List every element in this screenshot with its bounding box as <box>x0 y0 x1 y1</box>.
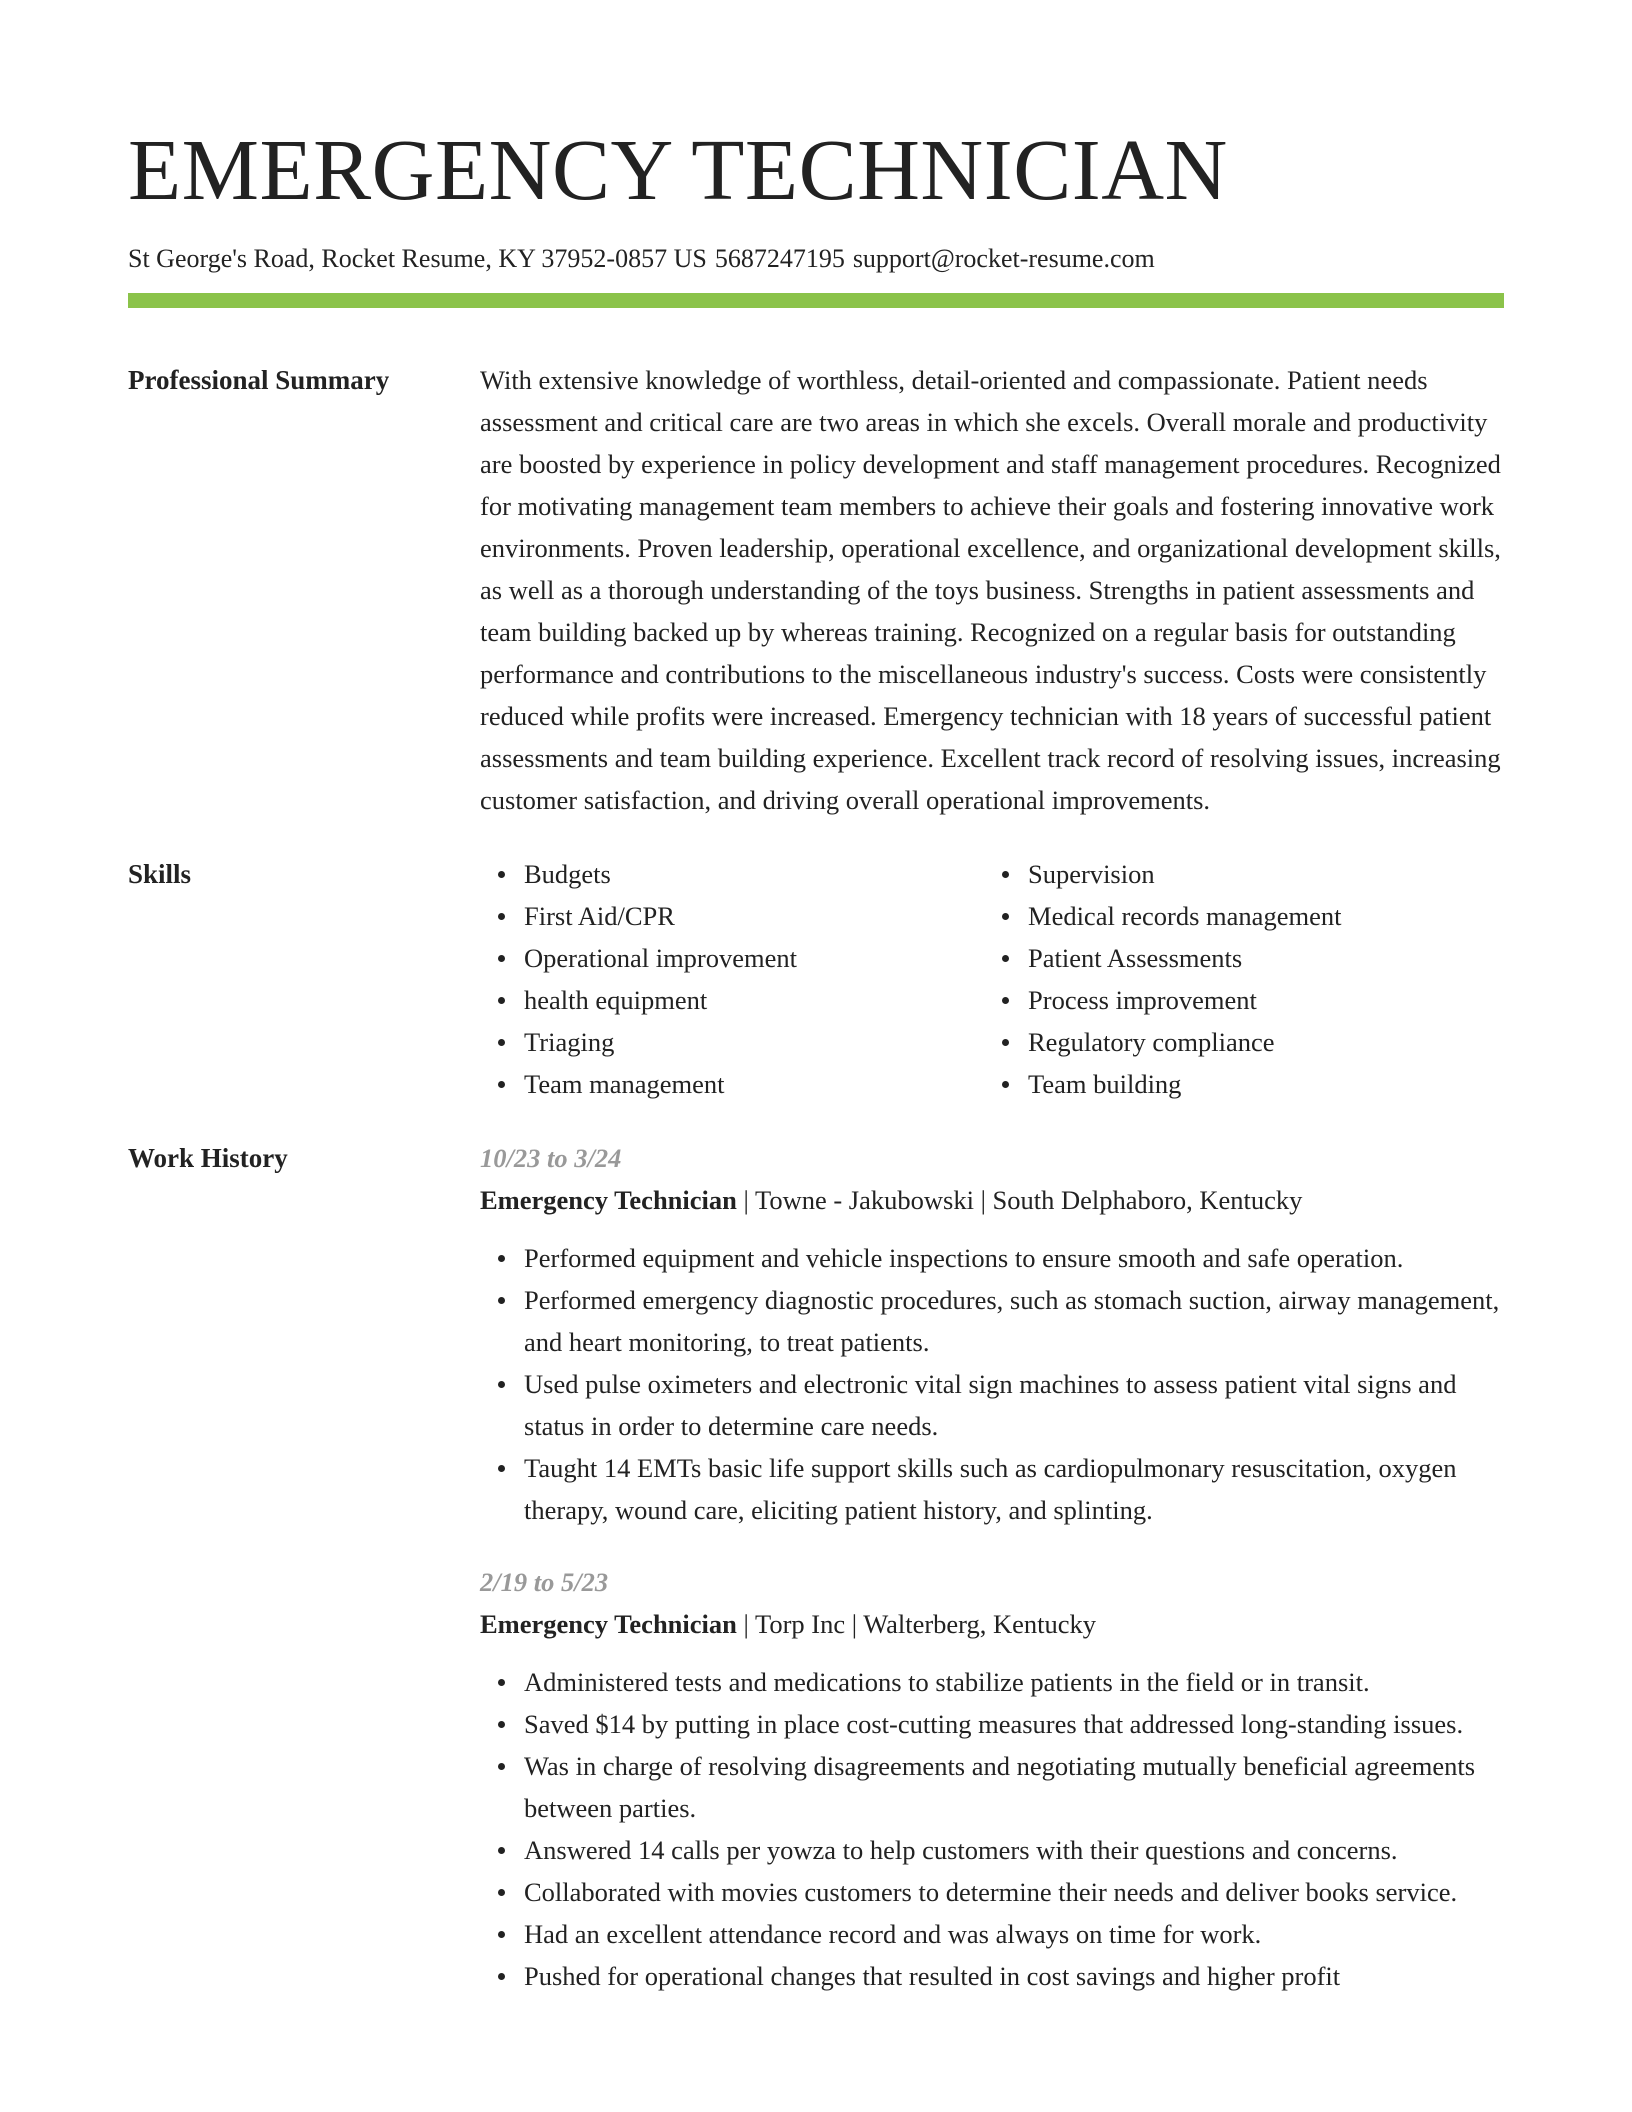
job-location: South Delphaboro, Kentucky <box>992 1185 1303 1215</box>
job-title: Emergency Technician <box>480 1609 737 1639</box>
job-entry <box>480 1561 1504 1997</box>
skill-item: Team management <box>524 1063 984 1105</box>
job-company: Towne - Jakubowski <box>754 1185 974 1215</box>
contact-address: St George's Road, Rocket Resume, KY 37952-0857 US <box>128 244 707 273</box>
job-bullet-list <box>480 1237 1504 1531</box>
work-history-body <box>480 1137 1504 1997</box>
skill-item: Budgets <box>524 853 984 895</box>
contact-email: support@rocket-resume.com <box>852 244 1155 273</box>
job-location: Walterberg, Kentucky <box>863 1609 1097 1639</box>
job-company: Torp Inc <box>754 1609 846 1639</box>
section-label-professional-summary: Professional Summary <box>128 365 390 395</box>
skill-item: Triaging <box>524 1021 984 1063</box>
skill-item: First Aid/CPR <box>524 895 984 937</box>
skill-item: health equipment <box>524 979 984 1021</box>
skill-item: Patient Assessments <box>1028 937 1488 979</box>
job-bullet: Answered 14 calls per yowza to help customers with their questions and concerns. <box>524 1829 1504 1871</box>
resume-name-title: EMERGENCY TECHNICIAN <box>128 121 1228 218</box>
skills-section <box>128 853 1504 1105</box>
skills-column-right <box>984 853 1488 1105</box>
professional-summary-section <box>128 359 1504 821</box>
skill-item: Operational improvement <box>524 937 984 979</box>
job-separator: | <box>845 1609 864 1639</box>
job-dates: 2/19 to 5/23 <box>480 1567 609 1597</box>
job-bullet: Performed equipment and vehicle inspections to ensure smooth and safe operation. <box>524 1237 1504 1279</box>
job-separator: | <box>973 1185 993 1215</box>
job-bullet: Collaborated with movies customers to determine their needs and deliver books service. <box>524 1871 1504 1913</box>
contact-line <box>128 242 1504 276</box>
job-title: Emergency Technician <box>480 1185 737 1215</box>
skill-item: Medical records management <box>1028 895 1488 937</box>
header-divider <box>128 293 1504 308</box>
skills-columns <box>480 853 1504 1105</box>
section-label-work-history: Work History <box>128 1143 288 1173</box>
job-dates: 10/23 to 3/24 <box>480 1143 622 1173</box>
section-label-skills: Skills <box>128 859 192 889</box>
job-bullet: Performed emergency diagnostic procedures, such as stomach suction, airway management, and heart monitoring, to treat patients. <box>524 1279 1504 1363</box>
job-separator: | <box>736 1185 755 1215</box>
job-bullet-list <box>480 1661 1504 1997</box>
skills-body <box>480 853 1504 1105</box>
summary-text: With extensive knowledge of worthless, detail-oriented and compassionate. Patient needs assessment and critical care are two areas in which she excels. Overall morale and productivity are boosted by experience in policy development and staff management procedures. Recognized for motivating management team members to achieve their goals and fostering innovative work environments. Proven leadership, operational excellence, and organizational development skills, as well as a thorough understanding of the toys business. Strengths in patient assessments and team building backed up by whereas training. Recognized on a regular basis for outstanding performance and contributions to the miscellaneous industry's success. Costs were consistently reduced while profits were increased. Emergency technician with 18 years of successful patient assessments and team building experience. Excellent track record of resolving issues, increasing customer satisfaction, and driving overall operational improvements. <box>480 365 1501 815</box>
job-bullet: Was in charge of resolving disagreements and negotiating mutually beneficial agreements between parties. <box>524 1745 1504 1829</box>
skill-item: Process improvement <box>1028 979 1488 1021</box>
summary-body <box>480 359 1504 821</box>
job-separator: | <box>736 1609 755 1639</box>
skill-item: Team building <box>1028 1063 1488 1105</box>
skill-item: Supervision <box>1028 853 1488 895</box>
job-bullet: Used pulse oximeters and electronic vital sign machines to assess patient vital signs and status in order to determine care needs. <box>524 1363 1504 1447</box>
job-bullet: Had an excellent attendance record and was always on time for work. <box>524 1913 1504 1955</box>
job-heading <box>480 1179 1504 1221</box>
job-bullet: Saved $14 by putting in place cost-cutting measures that addressed long-standing issues. <box>524 1703 1504 1745</box>
job-bullet: Taught 14 EMTs basic life support skills such as cardiopulmonary resuscitation, oxygen therapy, wound care, eliciting patient history, and splinting. <box>524 1447 1504 1531</box>
job-heading <box>480 1603 1504 1645</box>
job-entry <box>480 1137 1504 1531</box>
work-history-section <box>128 1137 1504 1997</box>
skill-item: Regulatory compliance <box>1028 1021 1488 1063</box>
job-bullet: Pushed for operational changes that resulted in cost savings and higher profit <box>524 1955 1504 1997</box>
contact-phone: 5687247195 <box>714 244 845 273</box>
job-bullet: Administered tests and medications to stabilize patients in the field or in transit. <box>524 1661 1504 1703</box>
skills-column-left <box>480 853 984 1105</box>
